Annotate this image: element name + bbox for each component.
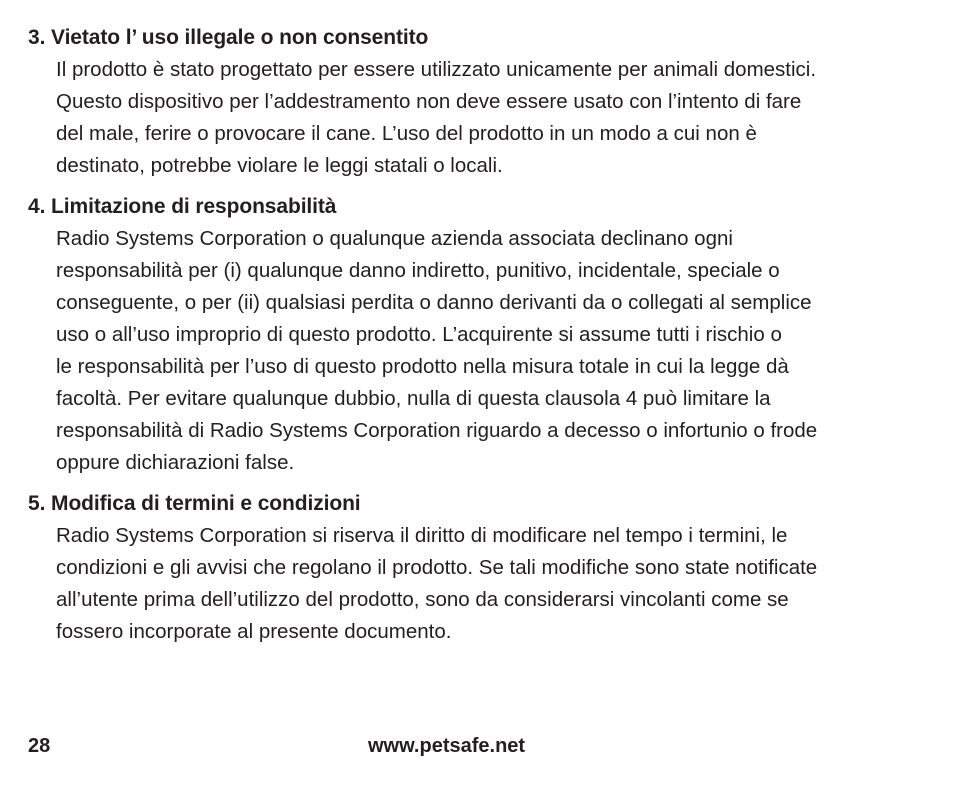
section-body: Radio Systems Corporation o qualunque azienda associata declinano ogni responsabilità per (i) qualunque danno indiretto, punitivo, incidentale, speciale o conseguente, o per (ii) qualsiasi perdita o danno derivanti da o collegati al semplice uso o all’uso improprio di questo prodotto. L’acquirente si assume tutti i rischio o le responsabilità per l’uso di questo prodotto nella misura totale in cui la legge dà facoltà. Per evitare qualunque dubbio, nulla di questa clausola 4 può limitare la responsabilità di Radio Systems Corporation riguardo a decesso o infortunio o frode oppure dichiarazioni false. — [56, 227, 818, 474]
section-4 — [28, 191, 928, 479]
page-number: 28 — [28, 735, 51, 757]
section-body: Il prodotto è stato progettato per essere utilizzato unicamente per animali domestici. Questo dispositivo per l’addestramento non deve essere usato con l’intento di fare del male, ferire o provocare il cane. L’uso del prodotto in un modo a cui non è destinato, potrebbe violare le leggi statali o locali. — [56, 58, 817, 177]
document-content — [28, 22, 928, 657]
page-footer — [28, 735, 928, 765]
section-5 — [28, 488, 928, 648]
section-3 — [28, 22, 928, 182]
section-body: Radio Systems Corporation si riserva il diritto di modificare nel tempo i termini, le condizioni e gli avvisi che regolano il prodotto. Se tali modifiche sono state notificate all’utente prima dell’utilizzo del prodotto, sono da considerarsi vincolanti come se fossero incorporate al presente documento. — [56, 524, 818, 643]
section-heading: 5. Modifica di termini e condizioni — [28, 492, 361, 515]
section-heading: 3. Vietato l’ uso illegale o non consentito — [28, 26, 429, 49]
section-heading: 4. Limitazione di responsabilità — [28, 195, 337, 218]
website-link[interactable]: www.petsafe.net — [368, 735, 526, 757]
